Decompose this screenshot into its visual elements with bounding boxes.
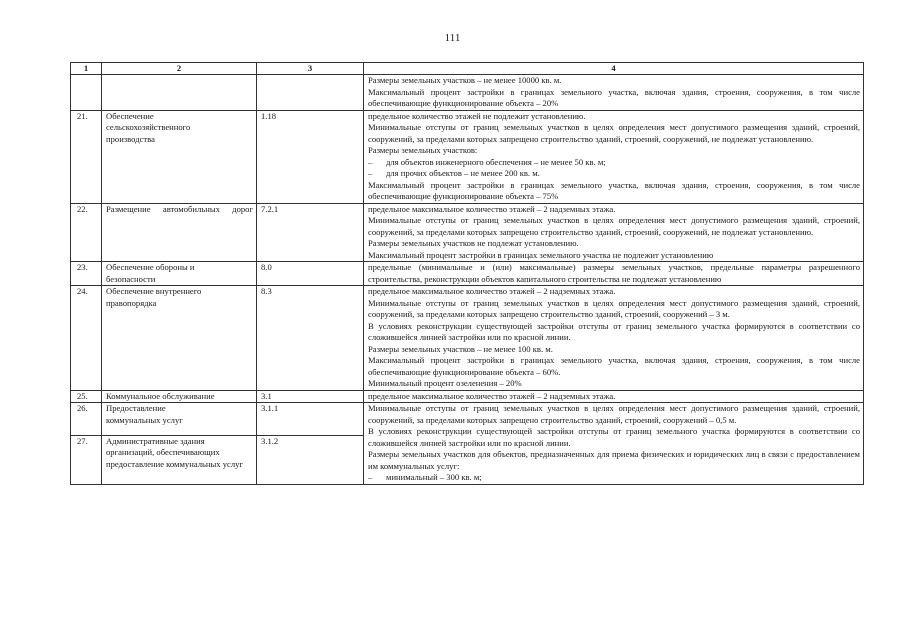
column-header-1: 1 (71, 63, 102, 75)
column-header-2: 2 (102, 63, 257, 75)
row-code (257, 75, 364, 111)
table-row (71, 286, 864, 391)
regulations-table (70, 62, 864, 485)
row-parameters (364, 403, 864, 485)
parameter-text: Максимальный процент застройки в границах земельного участка не подлежит установлению (368, 249, 714, 260)
parameter-text: предельное количество этажей не подлежит установлению. (368, 110, 586, 121)
row-number: 25. (71, 390, 102, 403)
list-item: – минимальный – 300 кв. м; (368, 472, 482, 482)
parameter-text: В условиях реконструкции существующей застройки отступы от границ земельного участка формируются в соответствии со сложившейся линией застройки или по красной линии. (368, 320, 860, 342)
column-header-3: 3 (257, 63, 364, 75)
table-header-row (71, 63, 864, 75)
row-code: 3.1.1 (257, 403, 364, 436)
row-parameters (364, 75, 864, 111)
parameter-text: Минимальный процент озеленения – 20% (368, 378, 522, 388)
row-name (102, 286, 257, 391)
table-row (71, 262, 864, 286)
row-name: Коммунальное обслуживание (102, 390, 257, 403)
row-code: 8.0 (257, 262, 364, 286)
row-name (102, 262, 257, 286)
page-number: 111 (444, 32, 461, 44)
row-code: 7.2.1 (257, 203, 364, 262)
row-name: Административные здания организаций, обеспечивающих предоставление коммунальных услуг (102, 435, 257, 484)
row-name (102, 403, 257, 436)
parameter-text: Размеры земельных участков не подлежат установлению. (368, 238, 579, 248)
row-name (102, 110, 257, 203)
parameter-text: Минимальные отступы от границ земельных участков в целях определения мест допустимого размещения зданий, строений, сооружений, за пределами которых запрещено строительство зданий, строений, сооружений, не подлежат установлению. (368, 215, 860, 237)
table-row (71, 390, 864, 403)
parameter-text: Минимальные отступы от границ земельных участков в целях определения мест допустимого размещения зданий, строений, сооружений, за пределами которых запрещено строительство зданий, строений, сооружений – 3 м. (368, 297, 860, 319)
parameter-text: Максимальный процент застройки в границах земельного участка, включая здания, строения, сооружения, в том числе обеспечивающие функционирование объекта – 60%. (368, 355, 860, 377)
list-item: – для объектов инженерного обеспечения – не менее 50 кв. м; (368, 156, 606, 167)
row-name (102, 75, 257, 111)
column-header-4: 4 (364, 63, 864, 75)
parameter-text: Максимальный процент застройки в границах земельного участка, включая здания, строения, сооружения, в том числе обеспечивающие функционирование объекта – 20% (368, 86, 860, 108)
row-number: 23. (71, 262, 102, 286)
row-name (102, 203, 257, 262)
list-item: – для прочих объектов – не менее 200 кв. м. (368, 168, 540, 178)
row-name-text: Обеспечение сельскохозяйственного производства (106, 110, 191, 144)
row-number: 27. (71, 435, 102, 484)
table-row (71, 203, 864, 262)
parameter-text: Минимальные отступы от границ земельных участков в целях определения мест допустимого размещения зданий, строений, сооружений, за пределами которых запрещено строительство зданий, строений, сооружений – 0,5 м. (368, 403, 860, 425)
row-parameters (364, 286, 864, 391)
row-number: 26. (71, 403, 102, 436)
row-code: 3.1.2 (257, 435, 364, 484)
row-parameters (364, 262, 864, 286)
parameter-text: Максимальный процент застройки в границах земельного участка, включая здания, строения, сооружения, в том числе обеспечивающие функционирование объекта – 75% (368, 179, 860, 201)
parameter-text: Размеры земельных участков для объектов, предназначенных для приема физических и юридических лиц в связи с предоставлением им коммунальных услуг: (368, 449, 860, 471)
row-number (71, 75, 102, 111)
parameter-text: В условиях реконструкции существующей застройки отступы от границ земельного участка формируются в соответствии со сложившейся линией застройки или по красной линии. (368, 426, 860, 448)
table-row (71, 403, 864, 436)
parameter-text: Размеры земельных участков – не менее 100 кв. м. (368, 343, 553, 354)
parameter-text: предельное максимальное количество этажей – 2 надземных этажа. (368, 203, 616, 214)
row-name-text: Размещение автомобильных дорог (106, 203, 253, 214)
parameter-text: Размеры земельных участков – не менее 10000 кв. м. (368, 75, 562, 85)
row-number: 21. (71, 110, 102, 203)
row-parameters (364, 110, 864, 203)
row-number: 22. (71, 203, 102, 262)
row-parameters (364, 203, 864, 262)
parameter-text: предельное максимальное количество этажей – 2 надземных этажа. (368, 390, 616, 401)
row-code: 1.18 (257, 110, 364, 203)
row-name-text: Обеспечение внутреннего правопорядка (106, 286, 202, 308)
parameter-text: Минимальные отступы от границ земельных участков в целях определения мест допустимого размещения зданий, строений, сооружений, за пределами которых запрещено строительство зданий, строений, сооружений, не подлежат установлению. (368, 122, 860, 144)
table-row (71, 110, 864, 203)
row-parameters (364, 390, 864, 403)
row-code: 8.3 (257, 286, 364, 391)
table-row (71, 75, 864, 111)
row-name-text: Предоставление коммунальных услуг (106, 403, 183, 425)
row-code: 3.1 (257, 390, 364, 403)
parameter-text: предельные (минимальные и (или) максимальные) размеры земельных участков, предельные параметры разрешенного строительства, реконструкции объектов капитального строительства не подлежат установлению (368, 262, 860, 284)
parameter-text: предельное максимальное количество этажей – 2 надземных этажа. (368, 286, 616, 296)
row-number: 24. (71, 286, 102, 391)
parameter-text: Размеры земельных участков: (368, 145, 478, 155)
row-name-text: Обеспечение обороны и безопасности (106, 262, 195, 284)
